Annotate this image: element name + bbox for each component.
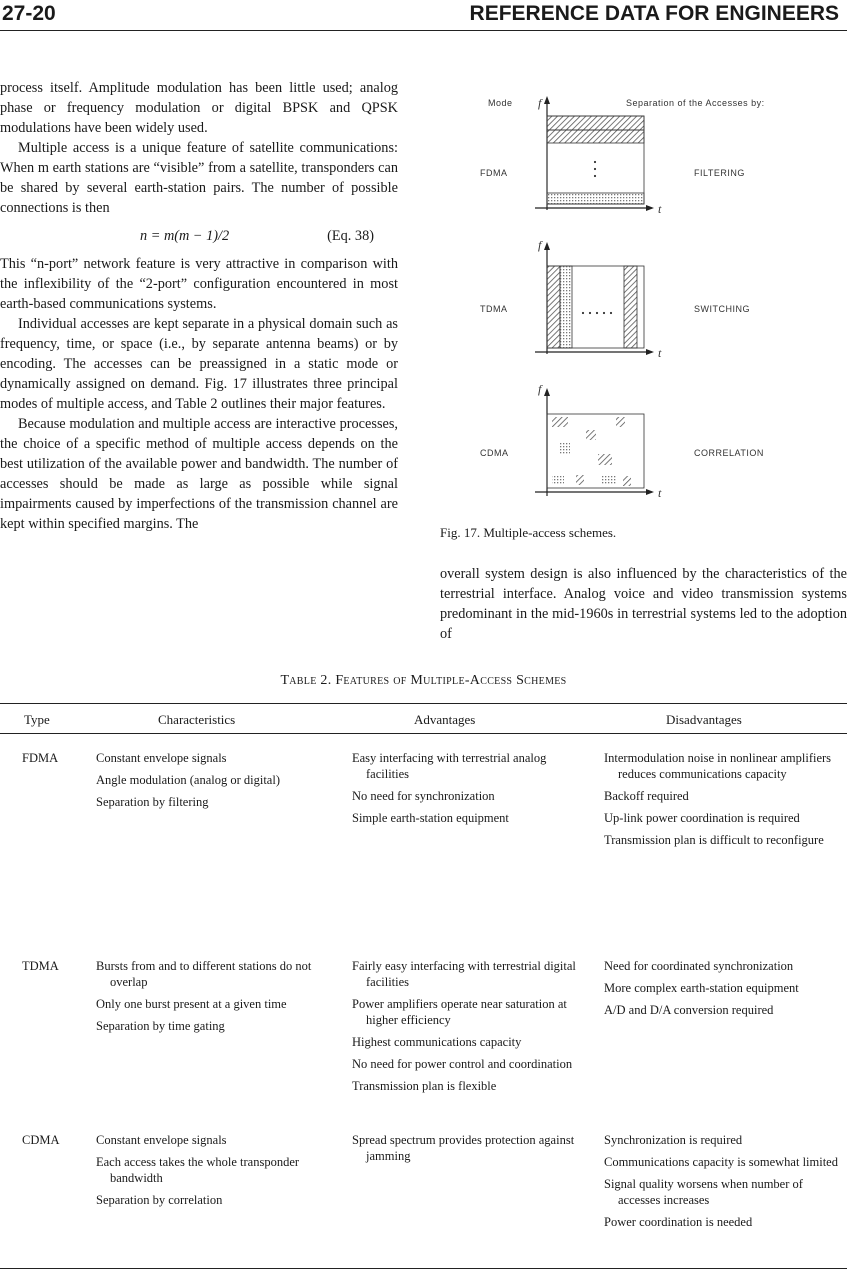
header-rule: [0, 30, 847, 31]
paragraph: Multiple access is a unique feature of satellite communications: When m earth stations are “visible” from a satellite, transponders can be shared by several earth-station pairs. The number of possible connections is then: [0, 140, 398, 216]
list-item: Power amplifiers operate near saturation at higher efficiency: [352, 997, 567, 1027]
running-title: REFERENCE DATA FOR ENGINEERS: [469, 2, 839, 25]
tdma-separation-label: SWITCHING: [694, 304, 750, 314]
fdma-separation-label: FILTERING: [694, 168, 745, 178]
fdma-t-axis-label: t: [658, 202, 662, 216]
row-disadvantages: [604, 958, 840, 1024]
left-column: [0, 78, 398, 534]
cdma-diagram: [535, 388, 654, 496]
running-header: [2, 2, 839, 28]
list-item: Synchronization is required: [604, 1133, 743, 1147]
tdma-f-axis-label: f: [538, 238, 542, 252]
table-bottom-rule: [0, 1268, 847, 1269]
row-advantages: [352, 1132, 584, 1170]
table-title-prefix: Table 2.: [280, 673, 332, 688]
row-type: TDMA: [22, 959, 59, 973]
right-column: [440, 564, 847, 644]
list-item: Separation by time gating: [96, 1019, 225, 1033]
list-item: Transmission plan is difficult to reconfigure: [604, 833, 824, 847]
list-item: Fairly easy interfacing with terrestrial digital facilities: [352, 959, 576, 989]
paragraph: process itself. Amplitude modulation has been little used; analog phase or frequency modulation or digital BPSK and QPSK modulations have been widely used.: [0, 80, 398, 136]
row-characteristics: [96, 750, 336, 816]
fdma-mode-label: FDMA: [480, 168, 508, 178]
header-characteristics: Characteristics: [158, 712, 236, 727]
cdma-f-axis-label: f: [538, 382, 542, 396]
list-item: Communications capacity is somewhat limited: [604, 1155, 838, 1169]
fdma-f-axis-label: f: [538, 96, 542, 110]
row-advantages: [352, 958, 584, 1100]
separation-header: Separation of the Accesses by:: [626, 98, 765, 108]
list-item: Need for coordinated synchronization: [604, 959, 794, 973]
list-item: Simple earth-station equipment: [352, 811, 509, 825]
row-type: CDMA: [22, 1133, 60, 1147]
header-disadvantages: Disadvantages: [666, 712, 742, 727]
paragraph: overall system design is also influenced by the characteristics of the terrestrial interface. Analog voice and video transmission systems predominant in the mid-1960s in terrestrial systems led to the adoption of: [440, 566, 847, 642]
paragraph: This “n-port” network feature is very attractive in comparison with the inflexibility of the “2-port” configuration encountered in most earth-based communications systems.: [0, 256, 398, 312]
list-item: A/D and D/A conversion required: [604, 1003, 774, 1017]
row-characteristics: [96, 1132, 336, 1214]
row-characteristics: [96, 958, 336, 1040]
equation-38: [0, 218, 398, 254]
list-item: No need for power control and coordination: [352, 1057, 573, 1071]
page-number: 27-20: [2, 2, 56, 25]
list-item: Spread spectrum provides protection against jamming: [352, 1133, 575, 1163]
paragraph: Because modulation and multiple access are interactive processes, the choice of a specific method of multiple access depends on the best utilization of the available power and bandwidth. The number of accesses should be made as large as possible while signal impairments caused by imperfections of the transmission channel are kept within specified margins. The: [0, 416, 398, 532]
list-item: Backoff required: [604, 789, 689, 803]
list-item: Separation by correlation: [96, 1193, 223, 1207]
list-item: Transmission plan is flexible: [352, 1079, 497, 1093]
list-item: Intermodulation noise in nonlinear amplifiers reduces communications capacity: [604, 751, 832, 781]
mode-header: Mode: [488, 98, 513, 108]
fdma-diagram: [535, 96, 654, 211]
row-disadvantages: [604, 750, 840, 854]
paragraph: Individual accesses are kept separate in a physical domain such as frequency, time, or space (i.e., by separate antenna beams) or by encoding. The accesses can be preassigned in a static mode or dynamically assigned on demand. Fig. 17 illustrates three principal modes of multiple access, and Table 2 outlines their major features.: [0, 316, 398, 412]
table-header-rule: [0, 733, 847, 734]
multiple-access-diagram: [440, 86, 847, 506]
cdma-separation-label: CORRELATION: [694, 448, 764, 458]
list-item: Up-link power coordination is required: [604, 811, 800, 825]
equation-number: (Eq. 38): [327, 228, 374, 244]
table-title: [0, 673, 847, 689]
row-advantages: [352, 750, 584, 832]
list-item: Angle modulation (analog or digital): [96, 773, 280, 787]
table-title-text: Features of Multiple-Access Schemes: [335, 673, 567, 688]
list-item: Constant envelope signals: [96, 1133, 227, 1147]
table-top-rule: [0, 703, 847, 704]
tdma-mode-label: TDMA: [480, 304, 508, 314]
list-item: Highest communications capacity: [352, 1035, 522, 1049]
list-item: No need for synchronization: [352, 789, 495, 803]
list-item: Bursts from and to different stations do not overlap: [96, 959, 312, 989]
list-item: More complex earth-station equipment: [604, 981, 799, 995]
row-type: FDMA: [22, 751, 59, 765]
header-advantages: Advantages: [414, 712, 476, 727]
header-type: Type: [24, 712, 50, 727]
list-item: Only one burst present at a given time: [96, 997, 287, 1011]
equation-formula: n = m(m − 1)/2: [140, 228, 230, 244]
list-item: Separation by filtering: [96, 795, 209, 809]
list-item: Easy interfacing with terrestrial analog facilities: [352, 751, 547, 781]
table-header: [0, 710, 847, 730]
list-item: Constant envelope signals: [96, 751, 227, 765]
list-item: Each access takes the whole transponder bandwidth: [96, 1155, 300, 1185]
list-item: Signal quality worsens when number of accesses increases: [604, 1177, 803, 1207]
figure-caption: Fig. 17. Multiple-access schemes.: [440, 525, 617, 540]
tdma-diagram: [535, 242, 654, 355]
cdma-mode-label: CDMA: [480, 448, 509, 458]
figure-17: [440, 86, 847, 506]
cdma-t-axis-label: t: [658, 486, 662, 500]
row-disadvantages: [604, 1132, 840, 1236]
list-item: Power coordination is needed: [604, 1215, 753, 1229]
tdma-t-axis-label: t: [658, 346, 662, 360]
